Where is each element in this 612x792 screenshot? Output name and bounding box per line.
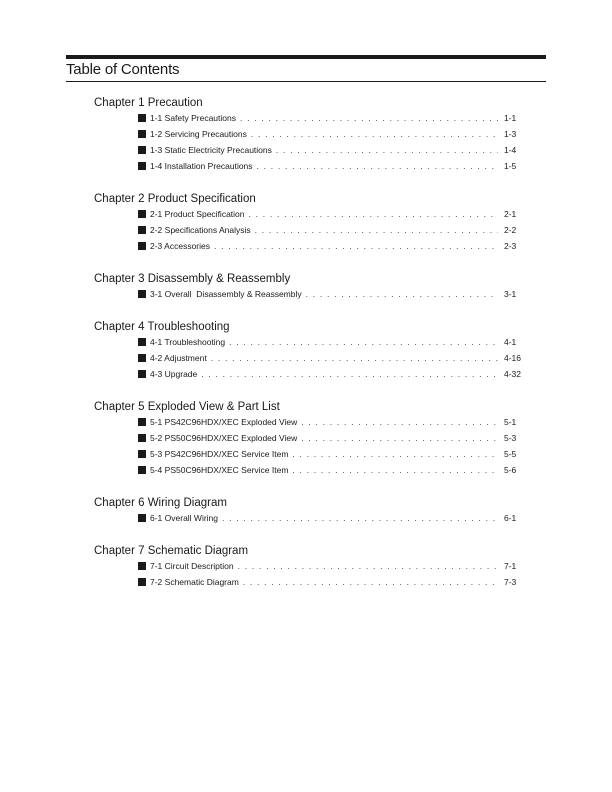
square-bullet-icon — [138, 290, 146, 298]
chapter-title[interactable]: Chapter 5 Exploded View & Part List — [94, 401, 280, 413]
table-of-contents — [94, 96, 524, 608]
toc-entry[interactable] — [138, 241, 524, 257]
dot-leader — [238, 561, 498, 572]
toc-entry-label: 2-3 Accessories — [150, 241, 210, 251]
toc-entry-page-number: 2-2 — [504, 225, 517, 235]
toc-entry-page-number: 4-1 — [504, 337, 517, 347]
toc-entry[interactable] — [138, 161, 524, 177]
square-bullet-icon — [138, 226, 146, 234]
chapter-title[interactable]: Chapter 1 Precaution — [94, 97, 203, 109]
toc-entry-label: 1-1 Safety Precautions — [150, 113, 236, 123]
toc-entry[interactable] — [138, 145, 524, 161]
toc-entry-label: 1-2 Servicing Precautions — [150, 129, 247, 139]
toc-entry-page-number: 7-1 — [504, 561, 517, 571]
square-bullet-icon — [138, 466, 146, 474]
toc-entry-label: 4-3 Upgrade — [150, 369, 198, 379]
toc-entry[interactable] — [138, 369, 524, 385]
toc-entry-label: 2-1 Product Specification — [150, 209, 245, 219]
chapter-section — [94, 192, 524, 257]
square-bullet-icon — [138, 130, 146, 138]
toc-entry-page-number: 3-1 — [504, 289, 517, 299]
square-bullet-icon — [138, 146, 146, 154]
toc-entry-page-number: 4-16 — [504, 353, 522, 363]
square-bullet-icon — [138, 562, 146, 570]
toc-entry-page-number: 1-5 — [504, 161, 517, 171]
toc-entry-label: 7-2 Schematic Diagram — [150, 577, 239, 587]
dot-leader — [243, 577, 498, 588]
dot-leader — [211, 353, 498, 364]
toc-entry[interactable] — [138, 129, 524, 145]
dot-leader — [301, 433, 498, 444]
toc-entry-page-number: 1-3 — [504, 129, 517, 139]
toc-entry[interactable] — [138, 449, 524, 465]
square-bullet-icon — [138, 242, 146, 250]
toc-entry[interactable] — [138, 433, 524, 449]
dot-leader — [292, 449, 498, 460]
toc-entry-page-number: 6-1 — [504, 513, 517, 523]
page-title: Table of Contents — [66, 61, 180, 78]
toc-entry-label: 1-4 Installation Precautions — [150, 161, 253, 171]
square-bullet-icon — [138, 114, 146, 122]
chapter-title[interactable]: Chapter 6 Wiring Diagram — [94, 497, 227, 509]
toc-entry-page-number: 1-1 — [504, 113, 517, 123]
chapter-section — [94, 320, 524, 385]
square-bullet-icon — [138, 370, 146, 378]
chapter-title[interactable]: Chapter 3 Disassembly & Reassembly — [94, 273, 291, 285]
toc-entry-page-number: 5-5 — [504, 449, 517, 459]
toc-entry[interactable] — [138, 577, 524, 593]
dot-leader — [257, 161, 498, 172]
dot-leader — [301, 417, 498, 428]
toc-entry-label: 3-1 Overall Disassembly & Reassembly — [150, 289, 302, 299]
dot-leader — [292, 465, 498, 476]
toc-entry-label: 5-2 PS50C96HDX/XEC Exploded View — [150, 433, 298, 443]
dot-leader — [240, 113, 498, 124]
toc-entry-page-number: 1-4 — [504, 145, 517, 155]
square-bullet-icon — [138, 514, 146, 522]
title-underline — [66, 81, 546, 82]
toc-entry-page-number: 5-3 — [504, 433, 517, 443]
toc-entry[interactable] — [138, 289, 524, 305]
toc-entry-page-number: 4-32 — [504, 369, 522, 379]
dot-leader — [201, 369, 498, 380]
square-bullet-icon — [138, 162, 146, 170]
chapter-section — [94, 400, 524, 481]
toc-entry-label: 5-4 PS50C96HDX/XEC Service Item — [150, 465, 289, 475]
toc-entry[interactable] — [138, 417, 524, 433]
top-rule — [66, 55, 546, 59]
square-bullet-icon — [138, 434, 146, 442]
toc-entry-page-number: 2-3 — [504, 241, 517, 251]
square-bullet-icon — [138, 338, 146, 346]
chapter-title[interactable]: Chapter 4 Troubleshooting — [94, 321, 230, 333]
toc-entry[interactable] — [138, 353, 524, 369]
square-bullet-icon — [138, 450, 146, 458]
square-bullet-icon — [138, 354, 146, 362]
chapter-title[interactable]: Chapter 7 Schematic Diagram — [94, 545, 249, 557]
toc-entry-label: 6-1 Overall Wiring — [150, 513, 219, 523]
dot-leader — [276, 145, 498, 156]
dot-leader — [306, 289, 498, 300]
toc-entry-page-number: 7-3 — [504, 577, 517, 587]
toc-entry-label: 2-2 Specifications Analysis — [150, 225, 251, 235]
toc-entry-page-number: 5-1 — [504, 417, 517, 427]
square-bullet-icon — [138, 418, 146, 426]
toc-entry-page-number: 5-6 — [504, 465, 517, 475]
chapter-section — [94, 96, 524, 177]
toc-entry[interactable] — [138, 513, 524, 529]
square-bullet-icon — [138, 210, 146, 218]
dot-leader — [222, 513, 498, 524]
chapter-section — [94, 496, 524, 529]
toc-entry[interactable] — [138, 209, 524, 225]
toc-entry-label: 1-3 Static Electricity Precautions — [150, 145, 272, 155]
chapter-section — [94, 272, 524, 305]
dot-leader — [255, 225, 498, 236]
dot-leader — [249, 209, 499, 220]
dot-leader — [214, 241, 498, 252]
toc-entry[interactable] — [138, 337, 524, 353]
toc-entry[interactable] — [138, 465, 524, 481]
toc-entry-label: 5-1 PS42C96HDX/XEC Exploded View — [150, 417, 298, 427]
chapter-title[interactable]: Chapter 2 Product Specification — [94, 193, 256, 205]
square-bullet-icon — [138, 578, 146, 586]
toc-entry-label: 4-2 Adjustment — [150, 353, 207, 363]
dot-leader — [251, 129, 498, 140]
toc-entry[interactable] — [138, 113, 524, 129]
toc-entry[interactable] — [138, 561, 524, 577]
toc-entry[interactable] — [138, 225, 524, 241]
dot-leader — [229, 337, 498, 348]
toc-entry-label: 7-1 Circuit Description — [150, 561, 234, 571]
toc-entry-label: 4-1 Troubleshooting — [150, 337, 226, 347]
chapter-section — [94, 544, 524, 593]
toc-entry-label: 5-3 PS42C96HDX/XEC Service Item — [150, 449, 289, 459]
toc-entry-page-number: 2-1 — [504, 209, 517, 219]
